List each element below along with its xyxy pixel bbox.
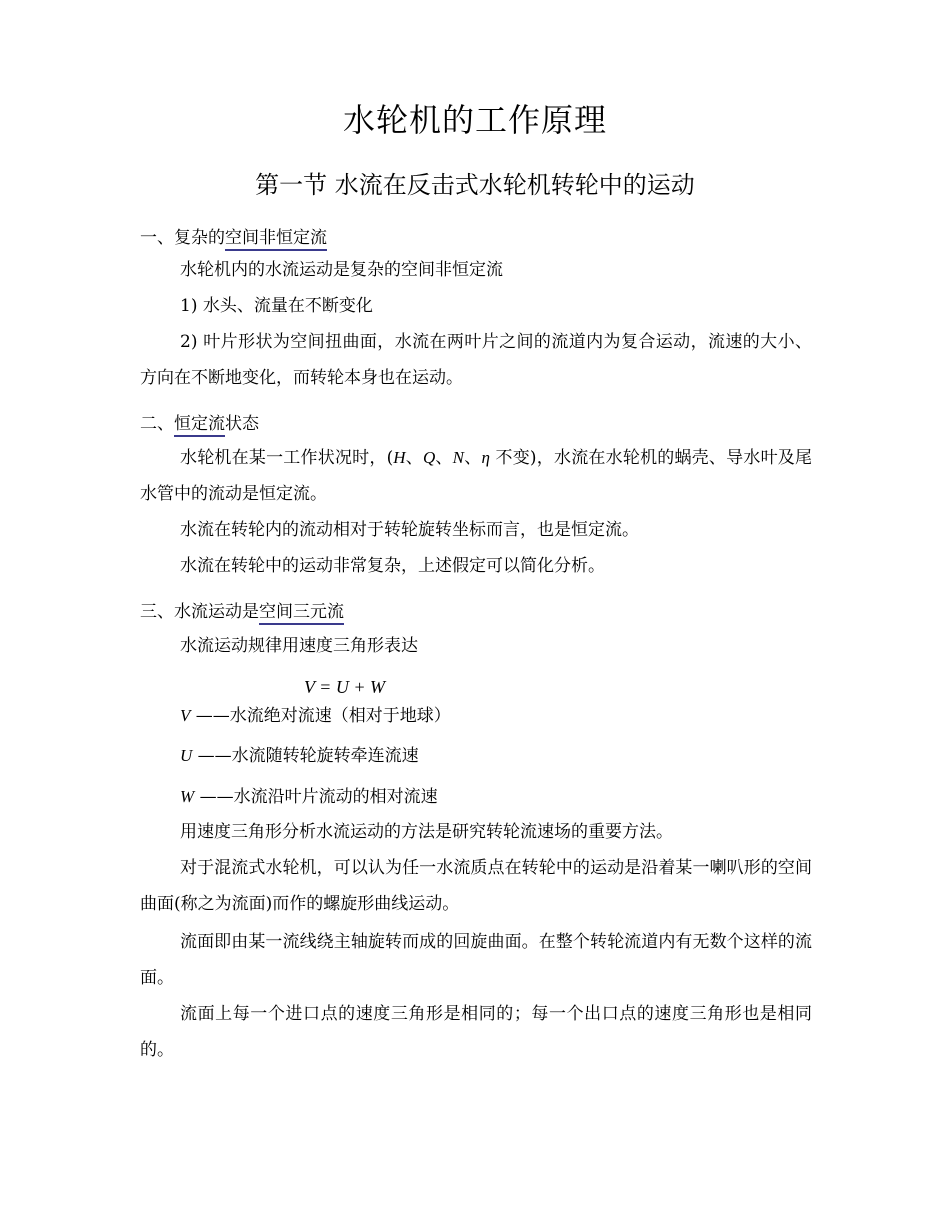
velocity-equation: V = U + W	[304, 677, 385, 697]
heading-1-number: 一、	[140, 228, 174, 248]
heading-1-text: 复杂的	[174, 228, 225, 248]
s2-paragraph-3: 水流在转轮中的运动非常复杂，上述假定可以简化分析。	[180, 556, 605, 576]
heading-1-underlined: 空间非恒定流	[225, 228, 327, 251]
s2-paragraph-1: 水轮机在某一工作状况时，(H、Q、N、η 不变)，水流在水轮机的蜗壳、导水叶及尾水管中的流动是恒定流。	[140, 448, 813, 504]
s1-line-2: 1) 水头、流量在不断变化	[180, 296, 373, 316]
def-W-symbol: W	[180, 787, 195, 806]
def-U	[180, 744, 419, 768]
heading-2-number: 二、	[140, 414, 174, 434]
heading-3	[140, 600, 344, 624]
def-W	[180, 785, 438, 809]
heading-2	[140, 412, 259, 436]
heading-3-number: 三、	[140, 602, 174, 622]
s1-paragraph-3: 2) 叶片形状为空间扭曲面，水流在两叶片之间的流道内为复合运动，流速的大小、方向在不断地变化，而转轮本身也在运动。	[140, 332, 812, 388]
def-V-text: ——水流绝对流速（相对于地球）	[190, 706, 451, 726]
heading-3-underlined: 空间三元流	[259, 602, 344, 625]
def-U-text: ——水流随转轮旋转牵连流速	[192, 746, 419, 766]
s1-line-1: 水轮机内的水流运动是复杂的空间非恒定流	[180, 260, 503, 280]
section-title: 第一节 水流在反击式水轮机转轮中的运动	[255, 171, 695, 199]
s2-paragraph-2: 水流在转轮内的流动相对于转轮旋转坐标而言，也是恒定流。	[180, 520, 639, 540]
symbol-eta: η	[481, 448, 490, 467]
document-title: 水轮机的工作原理	[342, 101, 607, 139]
s3-paragraph-3: 流面即由某一流线绕主轴旋转而成的回旋曲面。在整个转轮流道内有无数个这样的流面。	[140, 932, 812, 988]
def-W-text: ——水流沿叶片流动的相对流速	[194, 787, 438, 807]
heading-3-text: 水流运动是	[174, 602, 259, 622]
s3-paragraph-1: 用速度三角形分析水流运动的方法是研究转轮流速场的重要方法。	[180, 822, 673, 842]
s3-paragraph-2: 对于混流式水轮机，可以认为任一水流质点在转轮中的运动是沿着某一喇叭形的空间曲面(称之为流面)而作的螺旋形曲线运动。	[140, 858, 812, 914]
def-U-symbol: U	[180, 746, 193, 765]
symbol-H: H	[393, 448, 406, 467]
symbol-Q: Q	[422, 448, 436, 467]
s3-intro: 水流运动规律用速度三角形表达	[180, 636, 418, 656]
heading-2-text: 状态	[225, 414, 259, 434]
s3-paragraph-4: 流面上每一个进口点的速度三角形是相同的；每一个出口点的速度三角形也是相同的。	[140, 1004, 812, 1060]
heading-2-underlined: 恒定流	[174, 414, 225, 437]
symbol-N: N	[452, 448, 464, 467]
heading-1	[140, 226, 327, 250]
def-V	[180, 704, 451, 728]
def-V-symbol: V	[180, 706, 191, 725]
